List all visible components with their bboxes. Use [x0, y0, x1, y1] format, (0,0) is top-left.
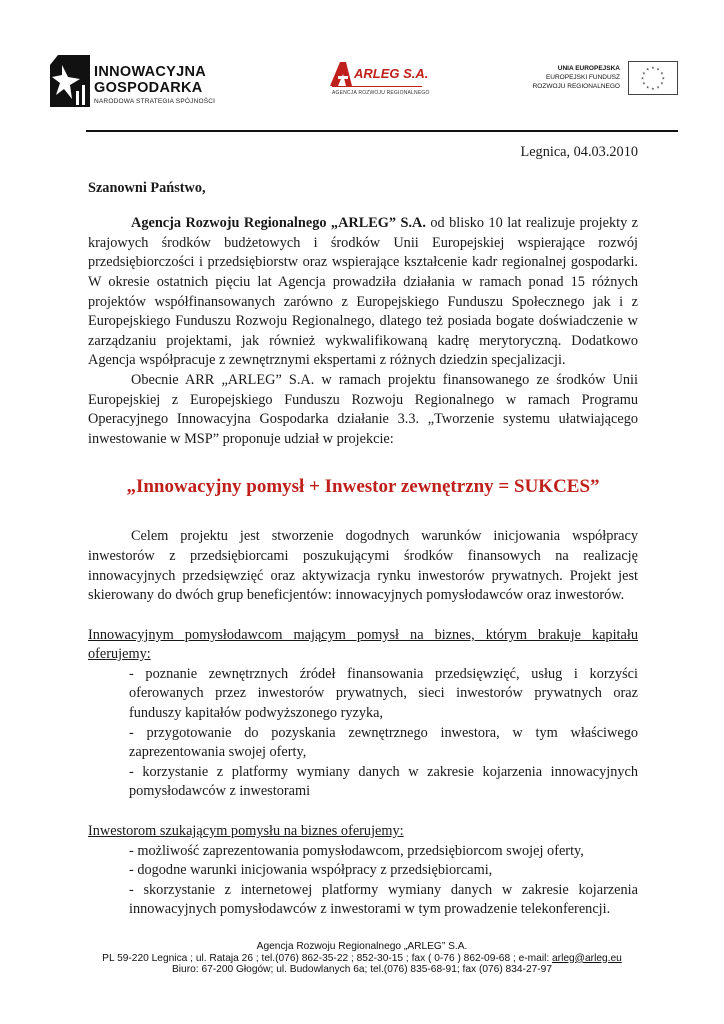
eu-logo [530, 61, 678, 95]
header-divider [86, 130, 678, 132]
list-item: - skorzystanie z internetowej platformy wymiany danych w zakresie kojarzenia innowacyjnych pomysłodawców z inwestorami w tym prowadzenie telekonferencji. [129, 881, 638, 918]
list-item: - dogodne warunki inicjowania współpracy z przedsiębiorcami, [129, 862, 493, 879]
eu-star-icon: ★ [656, 66, 661, 72]
arleg-a-emblem-icon [328, 60, 354, 86]
eu-star-icon: ★ [656, 84, 661, 90]
eu-star-icon: ★ [642, 70, 646, 76]
paragraph-intro [88, 214, 638, 371]
eu-flag-icon [628, 61, 678, 95]
section-innovators-heading: Innowacyjnym pomysłodawcom mającym pomysł na biznes, którym brakuje kapitału oferujemy: [88, 626, 638, 663]
eu-logo-line3: ROZWOJU REGIONALNEGO [532, 82, 620, 90]
project-headline: „Innowacyjny pomysł + Inwestor zewnętrzny = SUKCES” [126, 476, 600, 498]
eu-star-icon: ★ [651, 85, 655, 91]
eu-star-icon: ★ [642, 80, 646, 86]
list-item: - poznanie zewnętrznych źródeł finansowania przedsięwzięć, usług i korzyści oferowanych przez inwestorów prywatnych, sieci inwestorów prywatnych oraz funduszy kapitałów podwyższonego ryzyka, [129, 665, 638, 722]
eu-logo-line1: UNIA EUROPEJSKA [557, 65, 620, 72]
eu-star-icon: ★ [645, 84, 650, 90]
eu-star-icon: ★ [640, 75, 645, 81]
ig-logo-subtitle: NARODOWA STRATEGIA SPÓJNOŚCI [94, 98, 216, 105]
paragraph-project: Obecnie ARR „ARLEG” S.A. w ramach projektu finansowanego ze środków Unii Europejskiej z Europejskiego Funduszu Rozwoju Regionalnego w ramach Programu Operacyjnego Innowacyjna Gospodarka działanie 3.3. „Tworzenie systemu ułatwiającego inwestowanie w MSP” proponuje udział w projekcie: [88, 371, 638, 447]
eu-logo-line2: EUROPEJSKI FUNDUSZ [545, 73, 620, 81]
paragraph-intro-text: od blisko 10 lat realizuje projekty z krajowych środków budżetowych i środków Unii Europejskiej wspierające rozwój przedsiębiorczości i przedsiębiorstw oraz wspierające kształcenie kadr regionalnej gospodarki. W okresie ostatnich pięciu lat Agencja prowadziła działania w ramach ponad 15 różnych projektów współfinansowanych zarówno z Europejskiego Funduszu Społecznego jak i z Europejskiego Funduszu Rozwoju Regionalnego, dlatego też posiada bogate doświadczenie w zarządzaniu projektami, jak również wykwalifikowaną kadrę merytoryczną. Dodatkowo Agencja współpracuje z zewnętrznymi ekspertami z różnych dziedzin specjalizacji. [88, 215, 638, 369]
arleg-logo [328, 60, 428, 100]
eu-star-icon: ★ [645, 66, 650, 72]
eu-star-icon: ★ [660, 80, 664, 86]
salutation: Szanowni Państwo, [88, 179, 206, 196]
list-item: - korzystanie z platformy wymiany danych w zakresie kojarzenia innowacyjnych pomysłodawców z inwestorami [129, 763, 638, 800]
letter-footer [0, 941, 724, 976]
innowacyjna-gospodarka-logo [50, 55, 220, 110]
footer-office-line: Biuro: 67-200 Głogów; ul. Budowlanych 6a; tel.(076) 835-68-91; fax (076) 834-27-97 [172, 964, 552, 975]
innowacyjna-gospodarka-emblem-icon [50, 55, 90, 107]
footer-address-line [0, 953, 724, 965]
list-item: - możliwość zaprezentowania pomysłodawcom, przedsiębiorcom swojej oferty, [129, 842, 584, 859]
arleg-logo-name: ARLEG S.A. [354, 66, 429, 81]
eu-star-icon: ★ [660, 70, 664, 76]
letter-body [88, 140, 638, 920]
list-item: - przygotowanie do pozyskania zewnętrznego inwestora, w tym właściwego zaprezentowania swojej oferty, [129, 724, 638, 761]
letter-date: Legnica, 04.03.2010 [520, 144, 638, 160]
eu-logo-text [533, 65, 620, 91]
eu-star-icon: ★ [661, 75, 666, 81]
footer-agency-name: Agencja Rozwoju Regionalnego „ARLEG” S.A. [256, 941, 468, 952]
ig-logo-line2: GOSPODARKA [94, 80, 203, 96]
footer-address: PL 59-220 Legnica ; ul. Rataja 26 ; tel.(076) 862-35-22 ; 852-30-15 ; fax ( 0-76 ) 862-09-68 ; e-mail: [102, 952, 553, 964]
agency-name-bold: Agencja Rozwoju Regionalnego „ARLEG” S.A. [131, 215, 426, 232]
letterhead [0, 0, 724, 135]
arleg-logo-rule [332, 86, 422, 87]
arleg-logo-subtitle: AGENCJA ROZWOJU REGIONALNEGO [332, 90, 430, 96]
eu-star-icon: ★ [651, 65, 655, 71]
ig-logo-line1: INNOWACYJNA [94, 64, 207, 80]
section-investors-heading: Inwestorom szukającym pomysłu na biznes oferujemy: [88, 823, 404, 840]
footer-email-link[interactable]: arleg@arleg.eu [552, 952, 622, 964]
paragraph-goal: Celem projektu jest stworzenie dogodnych warunków inicjowania współpracy inwestorów z przedsiębiorcami poszukującymi środków finansowych na realizację innowacyjnych przedsięwzięć oraz aktywizacja rynku inwestorów prywatnych. Projekt jest skierowany do dwóch grup beneficjentów: innowacyjnych pomysłodawców oraz inwestorów. [88, 528, 638, 604]
